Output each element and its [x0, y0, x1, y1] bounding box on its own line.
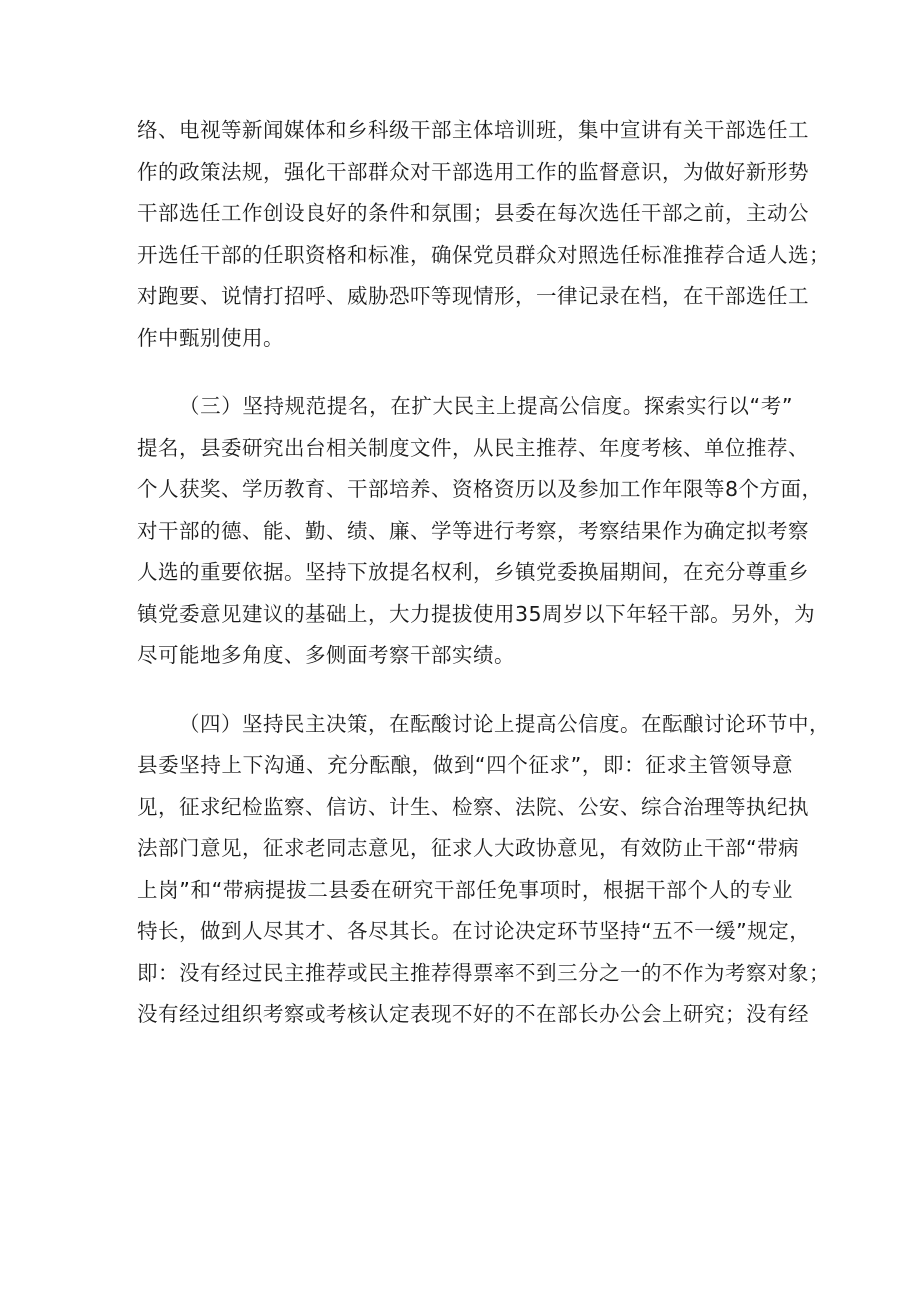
text-line: 提名，县委研究出台相关制度文件，从民主推荐、年度考核、单位推荐、: [137, 435, 809, 460]
text-line: 开选任干部的任职资格和标准，确保党员群众对照选任标准推荐合适人选；: [137, 242, 830, 267]
paragraph-section-4: [137, 704, 830, 1036]
text-line: 尽可能地多角度、多侧面考察干部实绩。: [137, 643, 515, 667]
text-line: 个人获奖、学历教育、干部培养、资格资历以及参加工作年限等8个方面，: [137, 477, 823, 501]
text-line: 作中甄别使用。: [137, 325, 284, 350]
text-line: 对跑要、说情打招呼、威胁恐吓等现情形，一律记录在档，在干部选任工: [137, 284, 809, 308]
text-line: 上岗”和“带病提拔二县委在研究干部任免事项时，根据干部个人的专业: [137, 877, 793, 902]
paragraph-section-3: [137, 386, 823, 677]
text-line: 对干部的德、能、勤、绩、廉、学等进行考察，考察结果作为确定拟考察: [137, 518, 809, 543]
text-line: 络、电视等新闻媒体和乡科级干部主体培训班，集中宣讲有关干部选任工: [137, 118, 809, 142]
section-heading-line: （三）坚持规范提名，在扩大民主上提高公信度。探索实行以“考”: [179, 394, 793, 418]
section-heading-line: （四）坚持民主决策，在酝酸讨论上提高公信度。在酝酿讨论环节中，: [179, 711, 830, 736]
text-line: 特长，做到人尽其才、各尽其长。在讨论决定环节坚持“五不一缓”规定，: [137, 919, 811, 943]
text-line: 镇党委意见建议的基础上，大力提拔使用35周岁以下年轻干部。另外，为: [137, 601, 816, 626]
text-line: 作的政策法规，强化干部群众对干部选用工作的监督意识，为做好新形势: [137, 159, 809, 184]
text-line: 见，征求纪检监察、信访、计生、检察、法院、公安、综合治理等执纪执: [137, 794, 809, 819]
paragraph-continuation: [137, 110, 830, 359]
document-page: [137, 110, 830, 1036]
text-line: 人选的重要依据。坚持下放提名权利，乡镇党委换届期间，在充分尊重乡: [137, 560, 809, 584]
text-line: 法部门意见，征求老同志意见，征求人大政协意见，有效防止干部“带病: [137, 836, 800, 860]
text-line: 干部选任工作创设良好的条件和氛围；县委在每次选任干部之前，主动公: [137, 201, 809, 225]
text-line: 没有经过组织考察或考核认定表现不好的不在部长办公会上研究；没有经: [137, 1002, 809, 1026]
text-line: 即：没有经过民主推荐或民主推荐得票率不到三分之一的不作为考察对象；: [137, 960, 830, 985]
text-line: 县委坚持上下沟通、充分酝酿，做到“四个征求”，即：征求主管领导意: [137, 753, 793, 777]
